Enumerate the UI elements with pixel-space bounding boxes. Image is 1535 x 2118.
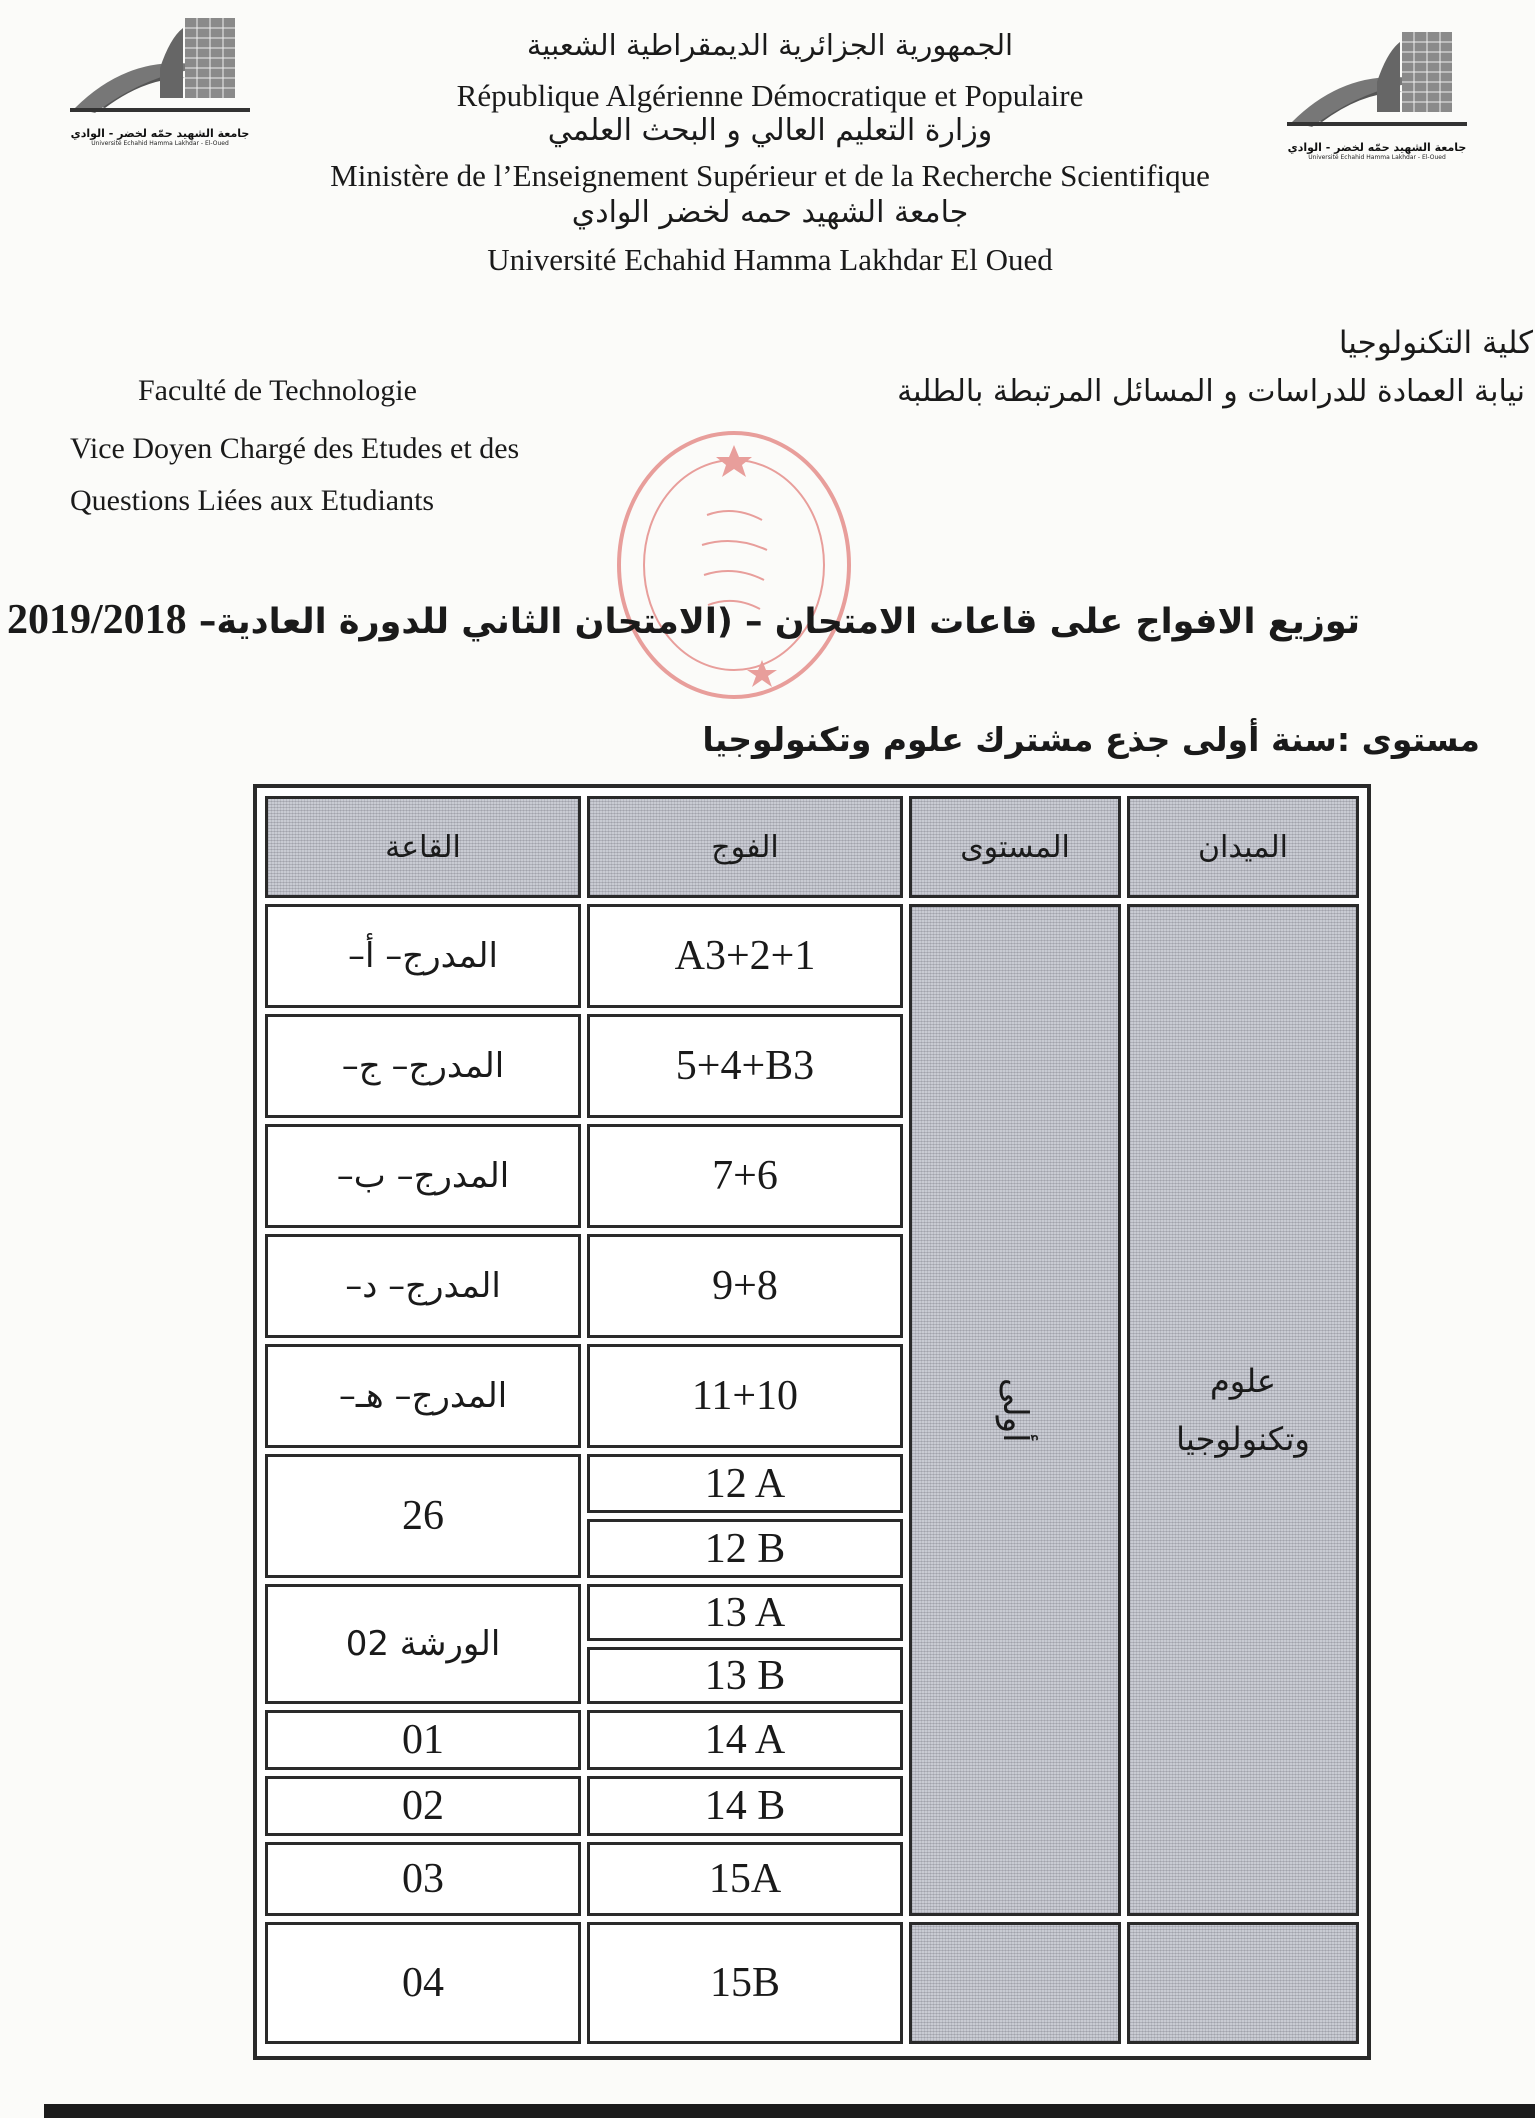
room-cell: المدرج– ب– xyxy=(265,1124,581,1228)
faculty-fr-line3: Questions Liées aux Etudiants xyxy=(70,484,435,517)
building-logo-icon xyxy=(1282,22,1472,137)
group-cell: 11+10 xyxy=(587,1344,903,1448)
field-value-line1: علوم xyxy=(1209,1362,1277,1400)
official-stamp xyxy=(612,425,857,705)
group-cell: 5+4+B3 xyxy=(587,1014,903,1118)
room-cell: الورشة 02 xyxy=(265,1584,581,1704)
distribution-table xyxy=(253,784,1371,2060)
field-bottom-cell xyxy=(1127,1922,1359,2044)
header-field: الميدان xyxy=(1127,796,1359,898)
header-ministry-fr: Ministère de l’Enseignement Supérieur et de la Recherche Scientifique xyxy=(330,158,1210,193)
room-cell: 02 xyxy=(265,1776,581,1836)
room-cell: 01 xyxy=(265,1710,581,1770)
faculty-ar-line2: نيابة العمادة للدراسات و المسائل المرتبطة بالطلبة xyxy=(897,374,1525,409)
group-cell: 12 B xyxy=(587,1519,903,1578)
group-cell: 15A xyxy=(587,1842,903,1916)
header-room: القاعة xyxy=(265,796,581,898)
group-cell: 14 B xyxy=(587,1776,903,1836)
group-cell: 13 B xyxy=(587,1647,903,1704)
room-cell: 03 xyxy=(265,1842,581,1916)
level-merged-cell xyxy=(909,904,1121,1916)
room-cell: المدرج– ج– xyxy=(265,1014,581,1118)
group-cell: 12 A xyxy=(587,1454,903,1513)
group-cell: A3+2+1 xyxy=(587,904,903,1008)
header-level: المستوى xyxy=(909,796,1121,898)
logo-caption-fr: Université Echahid Hamma Lakhdar - El-Oued xyxy=(1308,154,1446,161)
building-logo-icon xyxy=(65,8,255,123)
university-logo-right xyxy=(1282,22,1472,161)
group-cell: 7+6 xyxy=(587,1124,903,1228)
logo-caption-ar: جامعة الشهيد حمّه لخضر - الوادي xyxy=(70,127,250,140)
level-line: مستوى :سنة أولى جذع مشترك علوم وتكنولوجيا xyxy=(702,720,1480,759)
field-merged-cell xyxy=(1127,904,1359,1916)
logo-caption-ar: جامعة الشهيد حمّه لخضر - الوادي xyxy=(1287,141,1467,154)
faculty-fr-line1: Faculté de Technologie xyxy=(138,374,417,407)
level-value: أولى xyxy=(995,1377,1035,1443)
header-group: الفوج xyxy=(587,796,903,898)
header-ministry-ar: وزارة التعليم العالي و البحث العلمي xyxy=(547,113,993,148)
group-cell: 15B xyxy=(587,1922,903,2044)
group-cell: 9+8 xyxy=(587,1234,903,1338)
room-cell: 04 xyxy=(265,1922,581,2044)
faculty-fr-line2: Vice Doyen Chargé des Etudes et des xyxy=(70,432,520,465)
room-cell: المدرج– هـ– xyxy=(265,1344,581,1448)
title-text: توزيع الافواج على قاعات الامتحان – (الامتحان الثاني للدورة العادية– xyxy=(198,602,1360,642)
header-republic-ar: الجمهورية الجزائرية الديمقراطية الشعبية xyxy=(526,28,1014,62)
header-university-ar: جامعة الشهيد حمه لخضر الوادي xyxy=(571,195,969,230)
group-cell: 13 A xyxy=(587,1584,903,1641)
title-year: 2019/2018 xyxy=(6,597,187,643)
field-value-line2: وتكنولوجيا xyxy=(1176,1420,1310,1458)
group-cell: 14 A xyxy=(587,1710,903,1770)
bottom-rule xyxy=(44,2104,1535,2118)
logo-caption-fr: Université Echahid Hamma Lakhdar - El-Oued xyxy=(91,140,229,147)
level-bottom-cell xyxy=(909,1922,1121,2044)
faculty-ar-line1: كلية التكنولوجيا xyxy=(1338,325,1533,361)
room-cell: المدرج– أ– xyxy=(265,904,581,1008)
header-republic-fr: République Algérienne Démocratique et Populaire xyxy=(456,78,1084,113)
document-title xyxy=(6,596,1360,644)
university-logo-left xyxy=(65,8,255,147)
header-university-fr: Université Echahid Hamma Lakhdar El Oued xyxy=(487,242,1053,277)
room-cell: المدرج– د– xyxy=(265,1234,581,1338)
room-cell: 26 xyxy=(265,1454,581,1578)
